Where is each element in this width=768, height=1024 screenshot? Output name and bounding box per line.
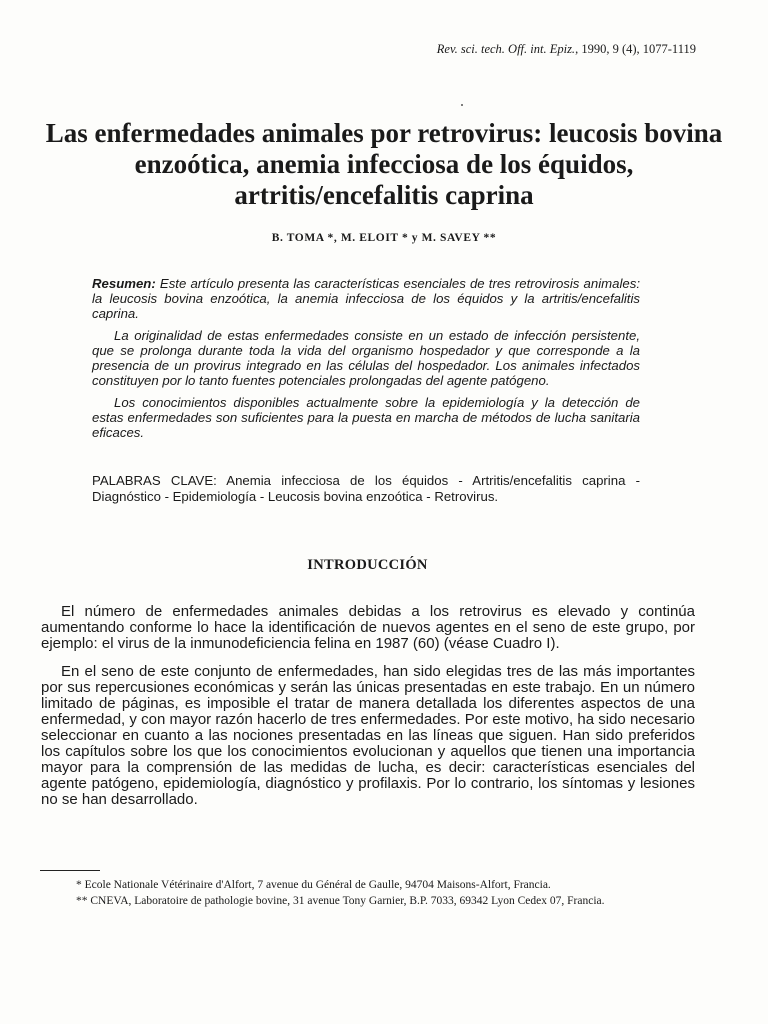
journal-citation (437, 42, 696, 57)
article-title: Las enfermedades animales por retrovirus: leucosis bovina enzoótica, anemia infecciosa de los équidos, artritis/encefalitis caprina (45, 118, 723, 210)
abstract (92, 276, 640, 447)
print-speck (461, 104, 463, 106)
volume-pages: , 1990, 9 (4), 1077-1119 (575, 42, 696, 56)
author-list: B. TOMA *, M. ELOIT * y M. SAVEY ** (271, 232, 497, 244)
abstract-paragraph-2: La originalidad de estas enfermedades consiste en un estado de infección persistente, que se prolonga durante toda la vida del organismo hospedador y que corresponde a la presencia de un provirus integrado en las células del hospedador. Los animales infectados constituyen por lo tanto fuentes potenciales prolongadas del agente patógeno. (92, 328, 640, 388)
abstract-paragraph-3: Los conocimientos disponibles actualmente sobre la epidemiología y la detección de estas enfermedades son suficientes para la puesta en marcha de métodos de lucha sanitaria eficaces. (92, 395, 640, 440)
keywords: PALABRAS CLAVE: Anemia infecciosa de los équidos - Artritis/encefalitis caprina - Diagnóstico - Epidemiología - Leucosis bovina enzoótica - Retrovirus. (92, 473, 640, 504)
abstract-text-1: Este artículo presenta las características esenciales de tres retrovirosis animales: la leucosis bovina enzoótica, la anemia infecciosa de los équidos y la artritis/encefalitis caprina. (92, 276, 640, 321)
body-text (41, 604, 695, 820)
journal-name: Rev. sci. tech. Off. int. Epiz. (436, 42, 576, 56)
body-paragraph-1: El número de enfermedades animales debidas a los retrovirus es elevado y continúa aumentando conforme lo hace la identificación de nuevos agentes en el seno de este grupo, por ejemplo: el virus de la inmunodeficiencia felina en 1987 (60) (véase Cuadro I). (41, 603, 695, 652)
abstract-paragraph-1 (92, 276, 640, 321)
abstract-lead: Resumen: (92, 276, 156, 291)
footnote-rule (40, 870, 100, 871)
footnote-1: * Ecole Nationale Vétérinaire d'Alfort, 7 avenue du Général de Gaulle, 94704 Maisons-Alfort, Francia. (76, 879, 551, 891)
body-paragraph-2: En el seno de este conjunto de enfermedades, han sido elegidas tres de las más importantes por sus repercusiones económicas y serán las únicas presentadas en este trabajo. En un número limitado de páginas, es imposible el tratar de manera detallada los diferentes aspectos de una enfermedad, y con mayor razón hacerlo de tres enfermedades. Por este motivo, ha sido necesario seleccionar en cuanto a las nociones presentadas en las líneas que siguen. Han sido preferidos los capítulos sobre los que los conocimientos evolucionan y aquellos que tienen una importancia mayor para la comprensión de las medidas de lucha, es decir: características esenciales del agente patógeno, epidemiología, diagnóstico y profilaxis. Por lo contrario, los síntomas y lesiones no se han desarrollado. (41, 663, 695, 808)
section-heading: INTRODUCCIÓN (307, 557, 428, 573)
footnotes (64, 878, 696, 909)
footnote-2: ** CNEVA, Laboratoire de pathologie bovine, 31 avenue Tony Garnier, B.P. 7033, 69342 Lyon Cedex 07, Francia. (76, 894, 605, 907)
